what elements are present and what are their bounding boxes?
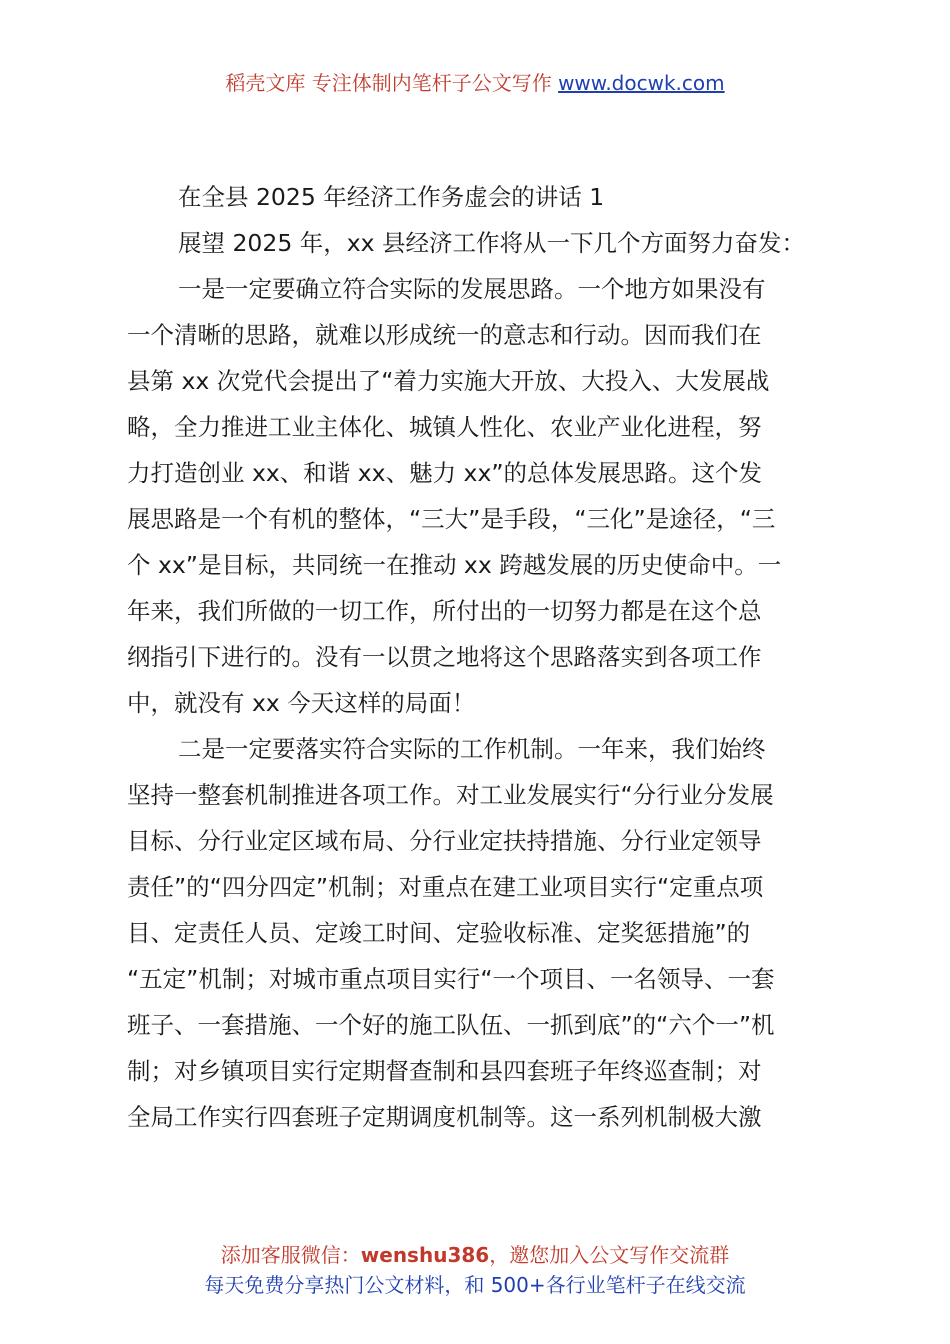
text-line: “五定”机制；对城市重点项目实行“一个项目、一名领导、一套	[127, 965, 775, 993]
text-line: 制；对乡镇项目实行定期督查制和县四套班子年终巡查制；对	[127, 1057, 762, 1085]
document-intro: 展望 2025 年，xx 县经济工作将从一下几个方面努力奋发：	[178, 229, 806, 257]
text-line: 年来，我们所做的一切工作，所付出的一切努力都是在这个总	[127, 597, 762, 625]
text-line: 责任”的“四分四定”机制；对重点在建工业项目实行“定重点项	[127, 873, 764, 901]
footer-contact-line	[0, 1240, 950, 1270]
text-line: 个 xx”是目标，共同统一在推动 xx 跨越发展的历史使命中。一	[127, 551, 782, 579]
text-line: 略，全力推进工业主体化、城镇人性化、农业产业化进程，努	[127, 413, 762, 441]
text-line: 二是一定要落实符合实际的工作机制。一年来，我们始终	[178, 735, 766, 763]
text-line: 县第 xx 次党代会提出了“着力实施大开放、大投入、大发展战	[127, 367, 770, 395]
footer-prefix: 添加客服微信：	[220, 1243, 361, 1267]
header-brand: 稻壳文库 专注体制内笔杆子公文写作	[225, 71, 552, 95]
text-line: 目标、分行业定区域布局、分行业定扶持措施、分行业定领导	[127, 827, 762, 855]
paragraph-1	[127, 266, 827, 726]
document-title: 在全县 2025 年经济工作务虚会的讲话 1	[178, 183, 605, 211]
text-line: 纲指引下进行的。没有一以贯之地将这个思路落实到各项工作	[127, 643, 762, 671]
paragraph-2	[127, 726, 827, 1140]
footer-promo-line: 每天免费分享热门公文材料，和 500+各行业笔杆子在线交流	[204, 1273, 746, 1297]
text-line: 力打造创业 xx、和谐 xx、魅力 xx”的总体发展思路。这个发	[127, 459, 763, 487]
page-footer	[0, 1240, 950, 1300]
footer-suffix: ，邀您加入公文写作交流群	[489, 1243, 730, 1267]
text-line: 目、定责任人员、定竣工时间、定验收标准、定奖惩措施”的	[127, 919, 751, 947]
text-line: 一是一定要确立符合实际的发展思路。一个地方如果没有	[178, 275, 766, 303]
text-line: 中，就没有 xx 今天这样的局面！	[127, 689, 476, 717]
page-header	[0, 68, 950, 98]
header-url-link[interactable]: www.docwk.com	[558, 71, 725, 95]
text-line: 一个清晰的思路，就难以形成统一的意志和行动。因而我们在	[127, 321, 762, 349]
wechat-id: wenshu386	[360, 1243, 490, 1267]
document-body	[127, 174, 827, 1140]
text-line: 坚持一整套机制推进各项工作。对工业发展实行“分行业分发展	[127, 781, 774, 809]
text-line: 班子、一套措施、一个好的施工队伍、一抓到底”的“六个一”机	[127, 1011, 775, 1039]
text-line: 展思路是一个有机的整体，“三大”是手段，“三化”是途径，“三	[127, 505, 776, 533]
text-line: 全局工作实行四套班子定期调度机制等。这一系列机制极大激	[127, 1103, 762, 1131]
